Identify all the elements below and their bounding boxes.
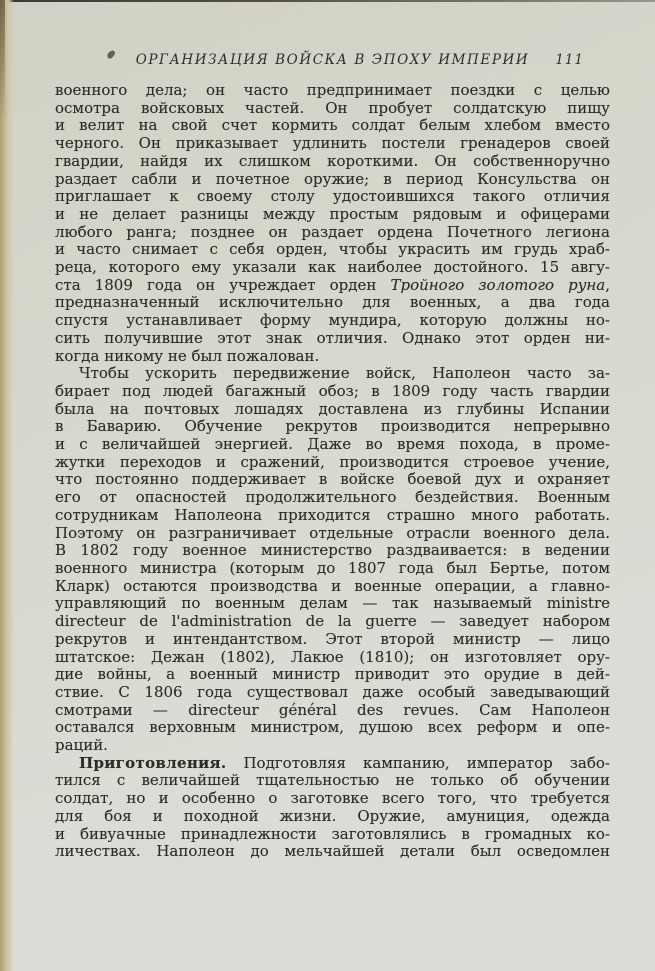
text-line bbox=[55, 100, 610, 118]
text-segment: реца, которого ему указали как наиболее достойного. 15 авгу- bbox=[55, 258, 610, 277]
text-segment: личествах. Наполеон до мельчайшей детали был осведомлен bbox=[55, 842, 610, 861]
text-segment: сить получившие этот знак отличия. Однако этот орден ни- bbox=[55, 328, 610, 347]
text-segment: Приготовления. bbox=[79, 753, 227, 772]
text-segment: ствие. С 1806 года существовал даже особый заведывающий bbox=[55, 682, 610, 701]
text-line bbox=[55, 153, 610, 171]
text-line bbox=[55, 312, 610, 330]
text-line bbox=[55, 631, 610, 649]
text-segment: гвардии, найдя их слишком короткими. Он собственноручно bbox=[55, 151, 610, 170]
text-line bbox=[55, 471, 610, 489]
text-segment: Поэтому он разграничивает отдельные отрасли военного дела. bbox=[55, 523, 610, 542]
text-line bbox=[55, 259, 610, 277]
text-segment: его от опасностей продолжительного бездействия. Военным bbox=[55, 488, 610, 507]
text-segment: и с величайшей энергией. Даже во время похода, в проме- bbox=[55, 435, 610, 454]
text-line bbox=[55, 790, 610, 808]
text-line bbox=[55, 330, 610, 348]
text-segment: оставался верховным министром, душою всех реформ и опе- bbox=[55, 718, 610, 737]
text-segment: в Баварию. Обучение рекрутов производится непрерывно bbox=[55, 417, 610, 436]
text-line bbox=[55, 843, 610, 861]
text-segment: жутки переходов и сражений, производится строевое учение, bbox=[55, 452, 610, 471]
page-body bbox=[55, 82, 610, 861]
text-line bbox=[55, 188, 610, 206]
text-segment: сотрудникам Наполеона приходится страшно много работать. bbox=[55, 505, 610, 524]
text-line bbox=[55, 436, 610, 454]
text-line bbox=[55, 560, 610, 578]
text-segment: любого ранга; позднее он раздает ордена Почетного легиона bbox=[55, 222, 610, 241]
running-header bbox=[55, 52, 610, 68]
text-segment: Подготовляя кампанию, император забо- bbox=[226, 753, 610, 772]
text-segment: осмотра войсковых частей. Он пробует солдатскую пищу bbox=[55, 98, 610, 117]
text-line bbox=[55, 117, 610, 135]
page-left-edge bbox=[0, 0, 14, 971]
text-segment: смотрами — directeur général des revues. Сам Наполеон bbox=[55, 700, 610, 719]
text-segment: , bbox=[605, 275, 610, 294]
text-segment: Кларк) остаются производства и военные операции, а главно- bbox=[55, 576, 610, 595]
text-segment: Тройного золотого руна bbox=[390, 275, 606, 294]
text-segment: когда никому не был пожалован. bbox=[55, 346, 320, 365]
text-segment: предназначенный исключительно для военных, а два года bbox=[55, 293, 610, 312]
text-line bbox=[55, 418, 610, 436]
text-line bbox=[55, 755, 610, 773]
paragraph bbox=[55, 755, 610, 861]
text-segment: Чтобы ускорить передвижение войск, Наполеон часто за- bbox=[79, 364, 610, 383]
text-line bbox=[55, 578, 610, 596]
text-line bbox=[55, 542, 610, 560]
text-line bbox=[55, 808, 610, 826]
text-segment: directeur de l'administration de la guerre — заведует набором bbox=[55, 612, 610, 631]
text-segment: что постоянно поддерживает в войске боевой дух и охраняет bbox=[55, 470, 610, 489]
text-line bbox=[55, 525, 610, 543]
text-line bbox=[55, 826, 610, 844]
text-segment: военного дела; он часто предпринимает поездки с целью bbox=[55, 81, 610, 99]
text-line bbox=[55, 224, 610, 242]
text-line bbox=[55, 348, 610, 366]
text-line bbox=[55, 383, 610, 401]
text-line bbox=[55, 401, 610, 419]
text-line bbox=[55, 135, 610, 153]
text-segment: В 1802 году военное министерство раздваивается: в ведении bbox=[55, 541, 610, 560]
text-segment: военного министра (которым до 1807 года был Бертье, потом bbox=[55, 558, 610, 577]
text-segment: раздает сабли и почетное оружие; в период Консульства он bbox=[55, 169, 610, 188]
text-line bbox=[55, 613, 610, 631]
text-line bbox=[55, 82, 610, 100]
text-segment: управляющий по военным делам — так называемый ministre bbox=[55, 594, 610, 613]
text-line bbox=[55, 595, 610, 613]
text-segment: черного. Он приказывает удлинить постели гренадеров своей bbox=[55, 134, 610, 153]
text-line bbox=[55, 666, 610, 684]
text-segment: бирает под людей багажный обоз; в 1809 году часть гвардии bbox=[55, 381, 610, 400]
text-line bbox=[55, 737, 610, 755]
text-line bbox=[55, 277, 610, 295]
text-segment: спустя устанавливает форму мундира, которую должны но- bbox=[55, 311, 610, 330]
paragraph bbox=[55, 82, 610, 365]
text-segment: приглашает к своему столу удостоившихся такого отличия bbox=[55, 187, 610, 206]
text-line bbox=[55, 489, 610, 507]
text-segment: рекрутов и интендантством. Этот второй министр — лицо bbox=[55, 629, 610, 648]
text-line bbox=[55, 719, 610, 737]
text-line bbox=[55, 241, 610, 259]
text-segment: была на почтовых лошадях доставлена из глубины Испании bbox=[55, 399, 610, 418]
page-number: 111 bbox=[555, 52, 584, 68]
text-line bbox=[55, 649, 610, 667]
text-segment: для боя и походной жизни. Оружие, амуниция, одежда bbox=[55, 806, 610, 825]
scan-top-edge bbox=[0, 0, 655, 2]
text-line bbox=[55, 171, 610, 189]
text-line bbox=[55, 684, 610, 702]
text-line bbox=[55, 507, 610, 525]
text-line bbox=[55, 454, 610, 472]
text-segment: и не делает разницы между простым рядовым и офицерами bbox=[55, 204, 610, 223]
text-segment: и часто снимает с себя орден, чтобы украсить им грудь храб- bbox=[55, 240, 610, 259]
text-line bbox=[55, 365, 610, 383]
text-segment: ста 1809 года он учреждает орден bbox=[55, 275, 391, 294]
header-title: ОРГАНИЗАЦИЯ ВОЙСКА В ЭПОХУ ИМПЕРИИ bbox=[135, 52, 530, 68]
text-segment: и бивуачные принадлежности заготовлялись в громадных ко- bbox=[55, 824, 610, 843]
text-line bbox=[55, 206, 610, 224]
text-segment: и велит на свой счет кормить солдат белым хлебом вместо bbox=[55, 116, 610, 135]
text-line bbox=[55, 772, 610, 790]
text-segment: дие войны, а военный министр приводит это орудие в дей- bbox=[55, 665, 610, 684]
text-line bbox=[55, 702, 610, 720]
page-left-edge-shadow bbox=[0, 0, 5, 120]
text-segment: солдат, но и особенно о заготовке всего того, что требуется bbox=[55, 789, 610, 808]
text-line bbox=[55, 294, 610, 312]
text-segment: штатское: Дежан (1802), Лакюе (1810); он изготовляет ору- bbox=[55, 647, 610, 666]
text-segment: раций. bbox=[55, 736, 108, 755]
paragraph bbox=[55, 365, 610, 754]
text-segment: тился с величайшей тщательностью не только об обучении bbox=[55, 771, 610, 790]
